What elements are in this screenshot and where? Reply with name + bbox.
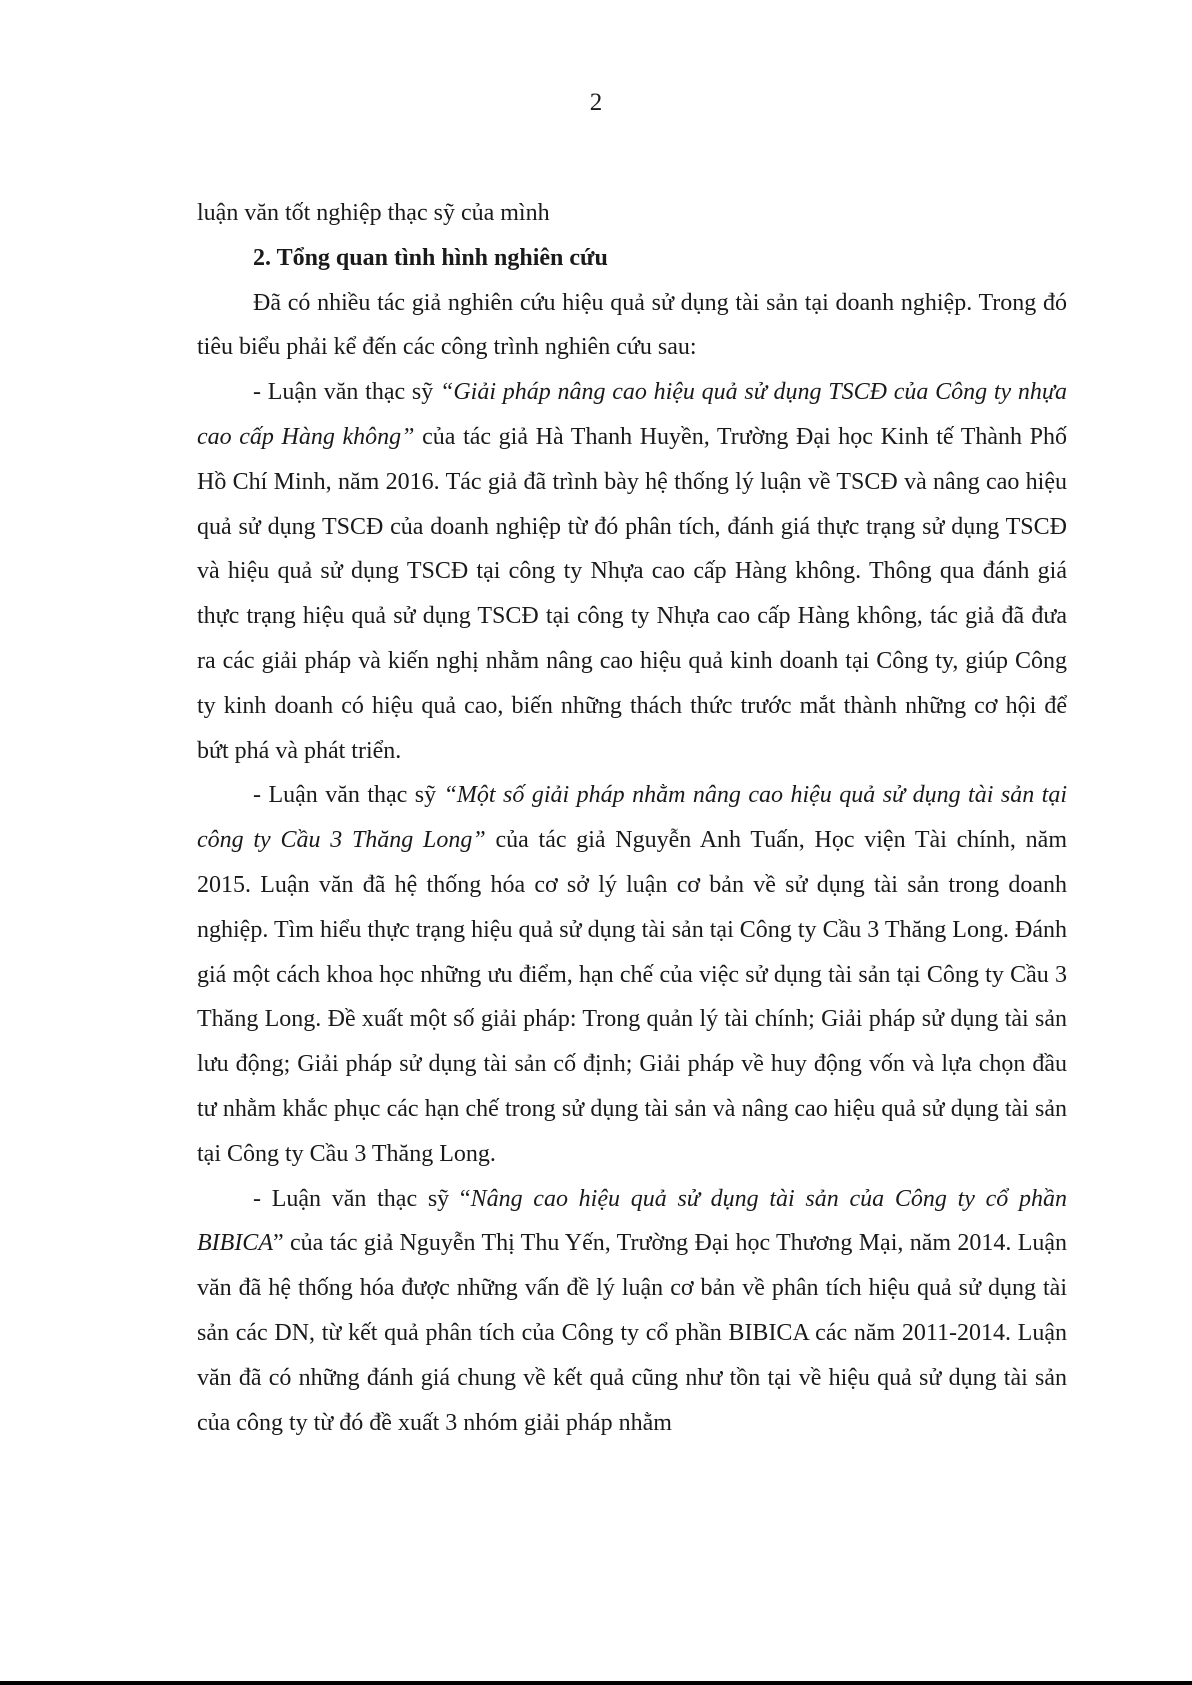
literature-item-2-title: “Một số giải pháp nhằm nâng cao hiệu quả sử dụng tài sản tại công ty Cầu 3 Thăng Long” — [197, 782, 1067, 854]
literature-item-2 — [197, 773, 1067, 1176]
literature-item-2-prefix: - Luận văn thạc sỹ — [253, 782, 444, 809]
literature-item-3-body: ” của tác giả Nguyễn Thị Thu Yến, Trường Đại học Thương Mại, năm 2014. Luận văn đã hệ thống hóa được những vấn đề lý luận cơ bản về phân tích hiệu quả sử dụng tài sản các DN, từ kết quả phân tích của Công ty cổ phần BIBICA các năm 2011-2014. Luận văn đã có những đánh giá chung về kết quả cũng như tồn tại về hiệu quả sử dụng tài sản của công ty từ đó đề xuất 3 nhóm giải pháp nhằm — [197, 1230, 1067, 1436]
section-heading: 2. Tổng quan tình hình nghiên cứu — [253, 244, 608, 271]
literature-item-3-prefix: - Luận văn thạc sỹ “ — [253, 1185, 471, 1212]
continuation-paragraph: luận văn tốt nghiệp thạc sỹ của mình — [197, 200, 550, 226]
literature-item-1-prefix: - Luận văn thạc sỹ — [253, 379, 440, 406]
literature-item-1 — [197, 370, 1067, 773]
page-number: 2 — [589, 89, 603, 116]
literature-item-1-body: của tác giả Hà Thanh Huyền, Trường Đại học Kinh tế Thành Phố Hồ Chí Minh, năm 2016. Tác giả đã trình bày hệ thống lý luận về TSCĐ và nâng cao hiệu quả sử dụng TSCĐ của doanh nghiệp từ đó phân tích, đánh giá thực trạng sử dụng TSCĐ và hiệu quả sử dụng TSCĐ tại công ty Nhựa cao cấp Hàng không. Thông qua đánh giá thực trạng hiệu quả sử dụng TSCĐ tại công ty Nhựa cao cấp Hàng không, tác giả đã đưa ra các giải pháp và kiến nghị nhằm nâng cao hiệu quả kinh doanh tại Công ty, giúp Công ty kinh doanh có hiệu quả cao, biến những thách thức trước mắt thành những cơ hội để bứt phá và phát triển. — [197, 423, 1067, 764]
literature-item-3-title: Nâng cao hiệu quả sử dụng tài sản của Công ty cổ phần BIBICA — [197, 1185, 1068, 1257]
intro-paragraph: Đã có nhiều tác giả nghiên cứu hiệu quả sử dụng tài sản tại doanh nghiệp. Trong đó tiêu biểu phải kể đến các công trình nghiên cứu sau: — [197, 289, 1067, 361]
document-body — [197, 191, 1067, 1445]
scan-bottom-border — [0, 1681, 1192, 1685]
literature-item-3 — [197, 1177, 1067, 1446]
literature-item-2-body: của tác giả Nguyễn Anh Tuấn, Học viện Tài chính, năm 2015. Luận văn đã hệ thống hóa cơ sở lý luận cơ bản về sử dụng tài sản trong doanh nghiệp. Tìm hiểu thực trạng hiệu quả sử dụng tài sản tại Công ty Cầu 3 Thăng Long. Đánh giá một cách khoa học những ưu điểm, hạn chế của việc sử dụng tài sản tại Công ty Cầu 3 Thăng Long. Đề xuất một số giải pháp: Trong quản lý tài chính; Giải pháp sử dụng tài sản lưu động; Giải pháp sử dụng tài sản cố định; Giải pháp về huy động vốn và lựa chọn đầu tư nhằm khắc phục các hạn chế trong sử dụng tài sản và nâng cao hiệu quả sử dụng tài sản tại Công ty Cầu 3 Thăng Long. — [197, 827, 1067, 1167]
literature-item-1-title: “Giải pháp nâng cao hiệu quả sử dụng TSCĐ của Công ty nhựa cao cấp Hàng không” — [197, 379, 1067, 450]
